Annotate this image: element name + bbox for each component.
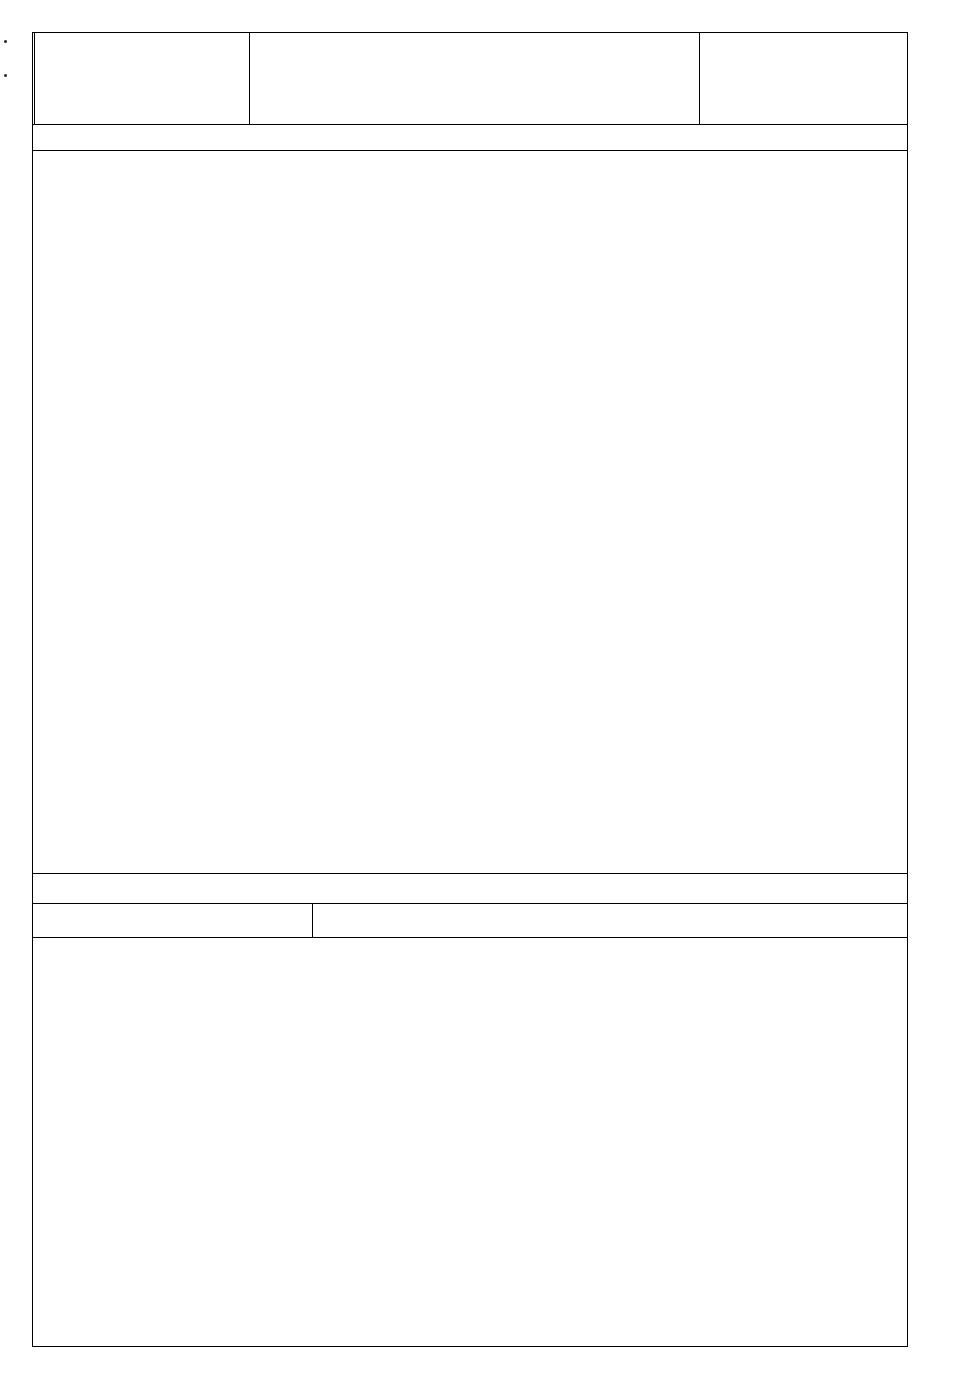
section-divider: [32, 150, 908, 151]
scan-speck: [4, 74, 7, 77]
section-frame: [32, 124, 908, 1347]
prices-label-cell: [33, 904, 313, 938]
effects-caption: [313, 904, 908, 938]
top-continuation-table: [32, 32, 908, 124]
section-divider: [32, 873, 908, 874]
scan-speck: [4, 40, 7, 43]
table-column-divider: [33, 33, 700, 124]
public-finance-impact-table: [32, 903, 908, 938]
